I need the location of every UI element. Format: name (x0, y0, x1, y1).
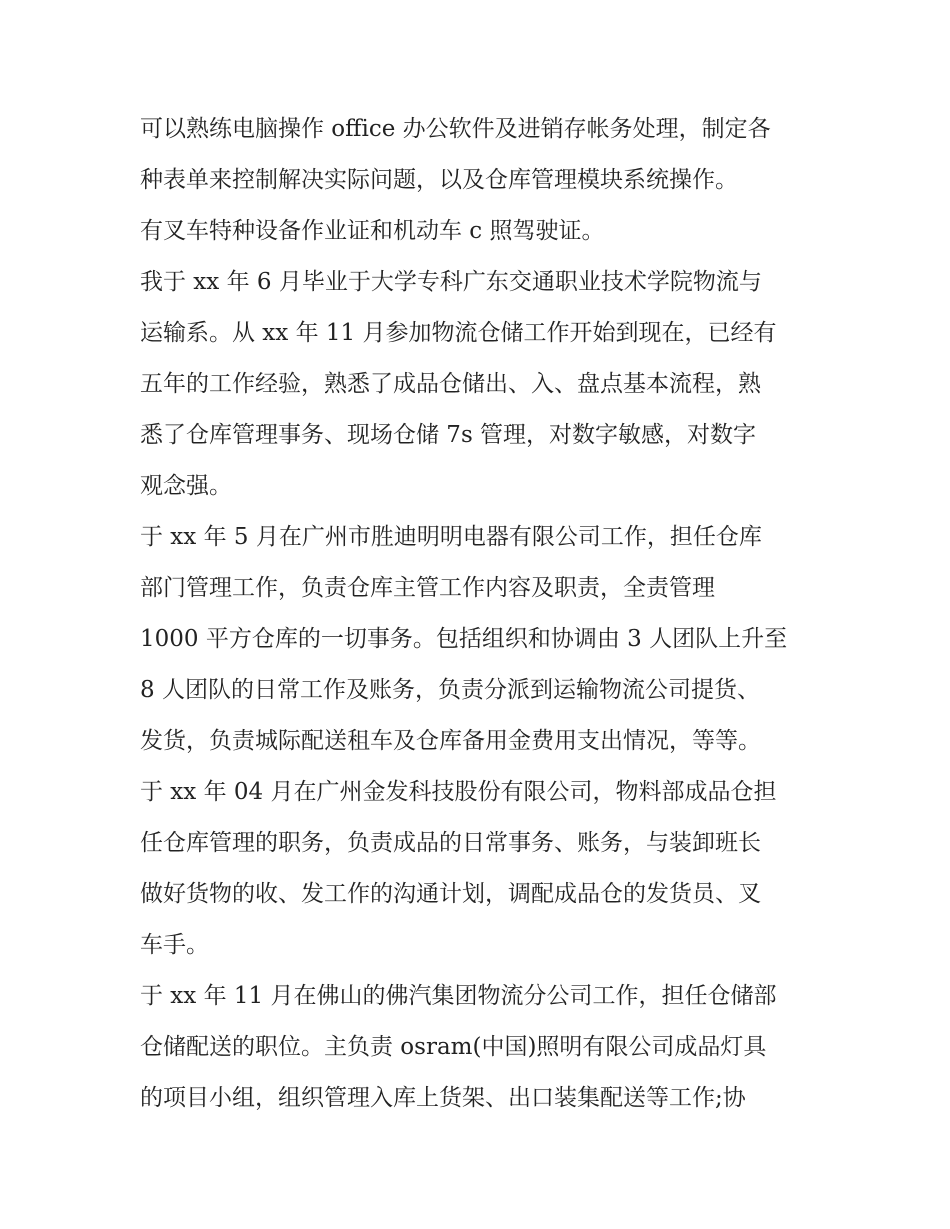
text-line: 观念强。 (140, 473, 232, 499)
text-line: 的项目小组，组织管理入库上货架、出口装集配送等工作;协 (140, 1085, 746, 1111)
text-line: 于 xx 年 11 月在佛山的佛汽集团物流分公司工作，担任仓储部 (140, 983, 777, 1009)
text-line: 1000 平方仓库的一切事务。包括组织和协调由 3 人团队上升至 (140, 626, 788, 652)
text-line: 任仓库管理的职务，负责成品的日常事务、账务，与装卸班长 (140, 830, 761, 856)
text-line: 可以熟练电脑操作 office 办公软件及进销存帐务处理，制定各 (140, 116, 771, 142)
text-line: 于 xx 年 04 月在广州金发科技股份有限公司，物料部成品仓担 (140, 779, 777, 805)
text-line: 悉了仓库管理事务、现场仓储 7s 管理，对数字敏感，对数字 (140, 422, 757, 448)
text-line: 仓储配送的职位。主负责 osram(中国)照明有限公司成品灯具 (140, 1034, 767, 1060)
text-line: 五年的工作经验，熟悉了成品仓储出、入、盘点基本流程，熟 (140, 371, 761, 397)
text-line: 于 xx 年 5 月在广州市胜迪明明电器有限公司工作，担任仓库 (140, 524, 762, 550)
text-line: 运输系。从 xx 年 11 月参加物流仓储工作开始到现在，已经有 (140, 320, 777, 346)
text-line: 有叉车特种设备作业证和机动车 c 照驾驶证。 (140, 218, 605, 244)
text-line: 8 人团队的日常工作及账务，负责分派到运输物流公司提货、 (140, 677, 760, 703)
text-line: 车手。 (140, 932, 209, 958)
text-line: 做好货物的收、发工作的沟通计划，调配成品仓的发货员、叉 (140, 881, 761, 907)
body-text (140, 104, 820, 1124)
text-line: 种表单来控制解决实际问题，以及仓库管理模块系统操作。 (140, 167, 738, 193)
text-line: 部门管理工作，负责仓库主管工作内容及职责，全责管理 (140, 575, 715, 601)
text-line: 发货，负责城际配送租车及仓库备用金费用支出情况，等等。 (140, 728, 761, 754)
text-line: 我于 xx 年 6 月毕业于大学专科广东交通职业技术学院物流与 (140, 269, 762, 295)
